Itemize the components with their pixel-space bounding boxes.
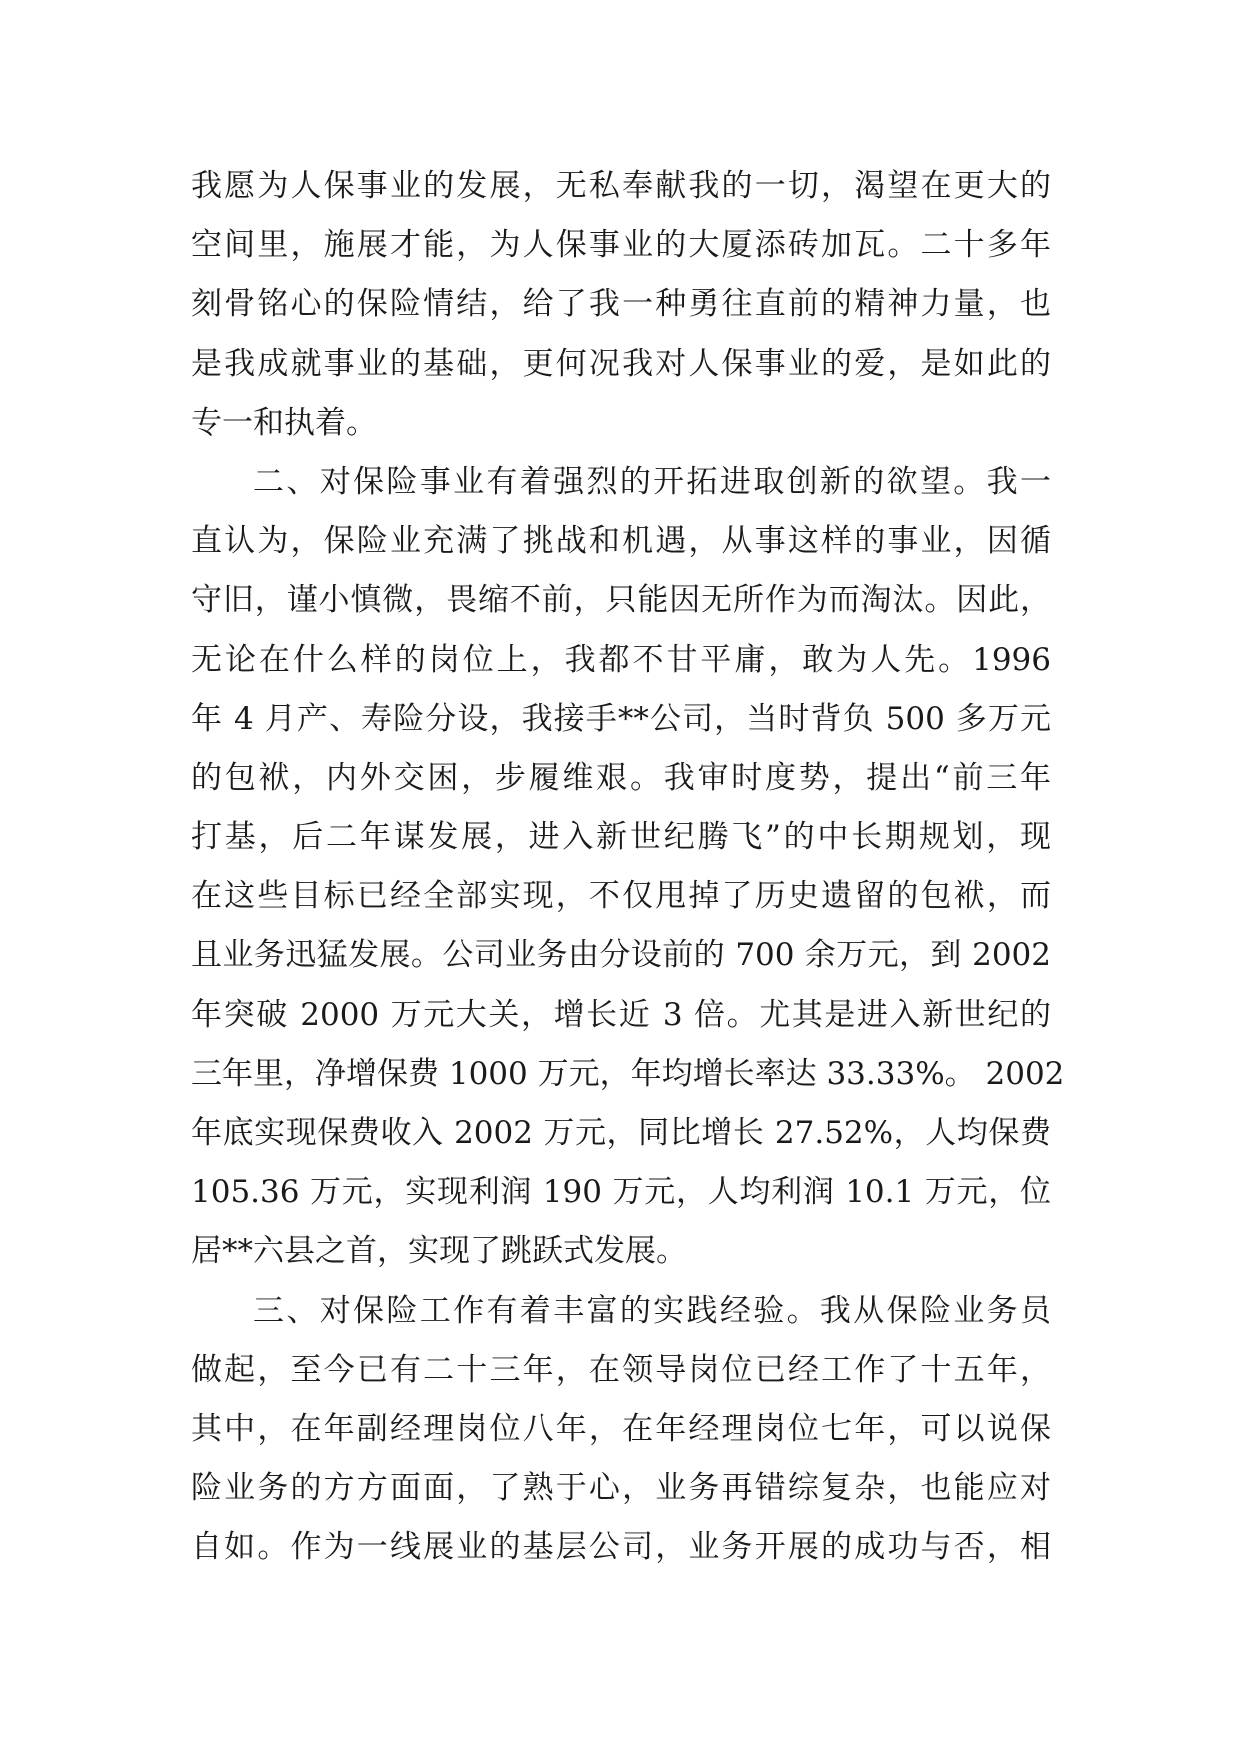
text-line: 的包袱，内外交困，步履维艰。我审时度势，提出“前三年 [191,759,1051,796]
text-line: 年突破 2000 万元大关，增长近 3 倍。尤其是进入新世纪的 [191,996,1051,1033]
text-line: 在这些目标已经全部实现，不仅甩掉了历史遗留的包袱，而 [191,878,1051,915]
text-line: 无论在什么样的岗位上，我都不甘平庸，敢为人先。1996 [191,641,1051,678]
text-line: 打基，后二年谋发展，进入新世纪腾飞”的中长期规划，现 [191,819,1051,856]
text-line: 专一和执着。 [191,404,377,441]
text-line: 空间里，施展才能，为人保事业的大厦添砖加瓦。二十多年 [191,227,1051,264]
document-body [191,157,1065,1578]
text-line: 年 4 月产、寿险分设，我接手**公司，当时背负 500 多万元 [191,700,1051,737]
text-line: 自如。作为一线展业的基层公司，业务开展的成功与否，相 [191,1529,1051,1566]
text-line: 直认为，保险业充满了挑战和机遇，从事这样的事业，因循 [191,523,1051,560]
text-line: 年底实现保费收入 2002 万元，同比增长 27.52%，人均保费 [191,1115,1051,1151]
text-line: 105.36 万元，实现利润 190 万元，人均利润 10.1 万元，位 [191,1174,1051,1211]
text-line: 险业务的方方面面，了熟于心，业务再错综复杂，也能应对 [191,1470,1051,1507]
text-line: 三年里，净增保费 1000 万元，年均增长率达 33.33%。 2002 [191,1055,1065,1092]
text-line: 守旧，谨小慎微，畏缩不前，只能因无所作为而淘汰。因此， [191,582,1051,619]
text-line: 二、对保险事业有着强烈的开拓进取创新的欲望。我一 [253,463,1051,500]
text-line: 我愿为人保事业的发展，无私奉献我的一切，渴望在更大的 [191,168,1051,204]
text-line: 且业务迅猛发展。公司业务由分设前的 700 余万元，到 2002 [191,937,1051,974]
text-line: 是我成就事业的基础，更何况我对人保事业的爱，是如此的 [191,345,1051,382]
text-line: 三、对保险工作有着丰富的实践经验。我从保险业务员 [253,1292,1051,1329]
text-line: 居**六县之首，实现了跳跃式发展。 [191,1233,687,1270]
text-line: 其中，在年副经理岗位八年，在年经理岗位七年，可以说保 [191,1410,1051,1447]
text-line: 刻骨铭心的保险情结，给了我一种勇往直前的精神力量，也 [191,286,1051,323]
text-line: 做起，至今已有二十三年，在领导岗位已经工作了十五年， [191,1351,1051,1388]
